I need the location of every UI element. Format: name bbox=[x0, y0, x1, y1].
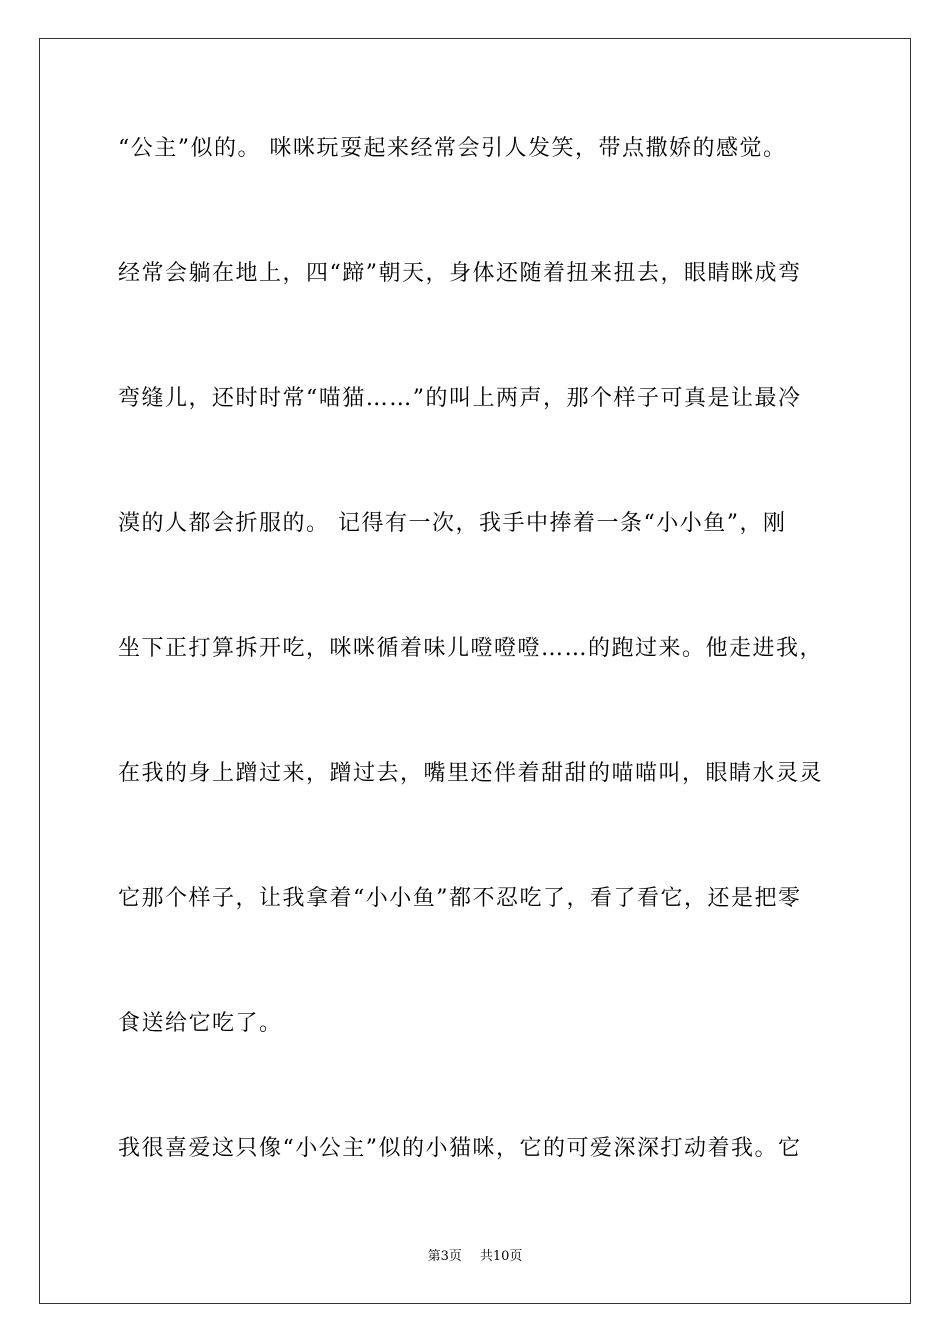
text-line: 漠的人都会折服的。 记得有一次，我手中捧着一条“小小鱼”，刚 bbox=[118, 511, 787, 536]
page-border bbox=[39, 38, 911, 1304]
text-line: 坐下正打算拆开吃，咪咪循着味儿噔噔噔……的跑过来。他走进我， bbox=[118, 636, 824, 661]
text-line: 它那个样子，让我拿着“小小鱼”都不忍吃了，看了看它，还是把零 bbox=[118, 886, 802, 911]
text-line: 弯缝儿，还时时常“喵猫……”的叫上两声，那个样子可真是让最冷 bbox=[118, 386, 802, 411]
text-line: 我很喜爱这只像“小公主”似的小猫咪，它的可爱深深打动着我。它 bbox=[118, 1136, 802, 1161]
text-line: 经常会躺在地上，四“蹄”朝天，身体还随着扭来扭去，眼睛眯成弯 bbox=[118, 261, 802, 286]
text-line: 食送给它吃了。 bbox=[118, 1011, 283, 1036]
page-number-current: 第3页 bbox=[427, 1249, 462, 1264]
text-line: 在我的身上蹭过来，蹭过去，嘴里还伴着甜甜的喵喵叫，眼睛水灵灵 bbox=[118, 761, 824, 786]
page-number-total: 共10页 bbox=[479, 1249, 523, 1264]
text-line: “公主”似的。 咪咪玩耍起来经常会引人发笑，带点撒娇的感觉。 bbox=[118, 136, 787, 161]
page-footer bbox=[0, 1248, 950, 1266]
